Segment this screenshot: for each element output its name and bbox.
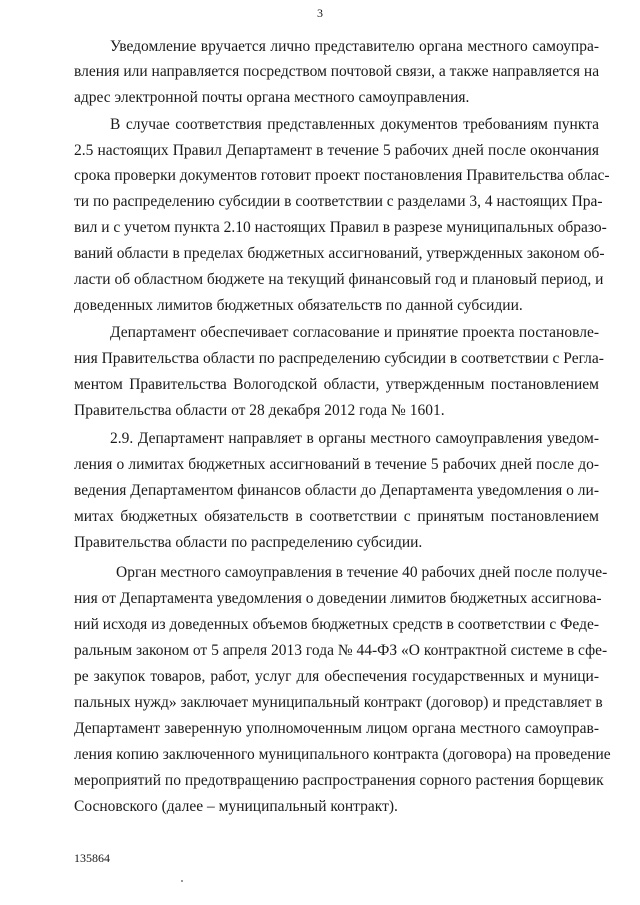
text-line: Орган местного самоуправления в течение 40 рабочих дней после получе- (116, 564, 608, 581)
document-code: 135864 (74, 851, 110, 865)
text-line: ведения Департаментом финансов области до Департамента уведомления о ли- (74, 482, 599, 499)
text-line: ления о лимитах бюджетных ассигнований в течение 5 рабочих дней после до- (74, 456, 599, 473)
text-line: пальных нужд» заключает муниципальный контракт (договор) и представляет в (74, 694, 603, 711)
text-line: вления или направляется посредством почтовой связи, а также направляется на (74, 63, 600, 80)
text-line: вил и с учетом пункта 2.10 настоящих Правил в разрезе муниципальных образо- (74, 219, 607, 236)
text-line: доведенных лимитов бюджетных обязательств по данной субсидии. (74, 297, 523, 314)
text-line: Правительства области по распределению субсидии. (74, 534, 423, 551)
scan-artifact (181, 880, 183, 882)
text-line: ре закупок товаров, работ, услуг для обеспечения государственных и муници- (74, 668, 599, 685)
text-line: срока проверки документов готовит проект постановления Правительства облас- (74, 167, 610, 184)
text-line: Правительства области от 28 декабря 2012 года № 1601. (74, 402, 445, 419)
text-line: Сосновского (далее – муниципальный контракт). (74, 798, 398, 815)
text-line: мероприятий по предотвращению распространения сорного растения борщевик (74, 772, 604, 789)
text-line: адрес электронной почты органа местного самоуправления. (74, 89, 470, 106)
text-line: ти по распределению субсидии в соответствии с разделами 3, 4 настоящих Пра- (74, 193, 603, 210)
text-line: 2.5 настоящих Правил Департамент в течение 5 рабочих дней после окончания (74, 142, 599, 159)
text-line: митах бюджетных обязательств в соответствии с принятым постановлением (74, 508, 599, 525)
text-line: ментом Правительства Вологодской области, утвержденным постановлением (74, 376, 599, 393)
text-line: 2.9. Департамент направляет в органы местного самоуправления уведом- (110, 430, 599, 447)
text-line: ласти об областном бюджете на текущий финансовый год и плановый период, и (74, 271, 604, 288)
text-line: Уведомление вручается лично представителю органа местного самоупра- (110, 38, 599, 55)
text-line: ральным законом от 5 апреля 2013 года № 44-ФЗ «О контрактной системе в сфе- (74, 642, 608, 659)
page-number: 3 (317, 6, 323, 20)
text-line: ний исходя из доведенных объемов бюджетных средств в соответствии с Феде- (74, 616, 599, 633)
text-line: Департамент заверенную уполномоченным лицом органа местного самоуправ- (74, 720, 599, 737)
text-line: ления копию заключенного муниципального контракта (договора) на проведение (74, 746, 611, 763)
text-line: Департамент обеспечивает согласование и принятие проекта постановле- (110, 324, 599, 341)
text-line: ваний области в пределах бюджетных ассигнований, утвержденных законом об- (74, 245, 605, 262)
text-line: ния Правительства области по распределению субсидии в соответствии с Регла- (74, 350, 604, 367)
text-line: В случае соответствия представленных документов требованиям пункта (110, 116, 599, 133)
text-line: ния от Департамента уведомления о доведении лимитов бюджетных ассигнова- (74, 590, 602, 607)
